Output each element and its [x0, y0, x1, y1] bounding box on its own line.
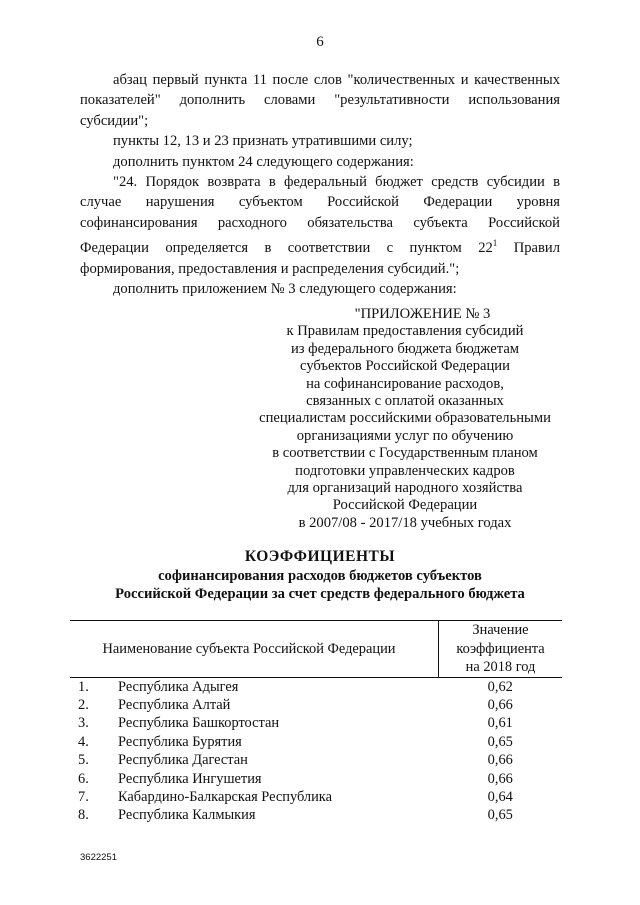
coefficients-table [70, 620, 562, 825]
appendix-line: на софинансирование расходов, [306, 375, 504, 392]
appendix-line: специалистам российскими образовательными [259, 410, 551, 427]
table-header-row [70, 621, 562, 678]
appendix-line: субъектов Российской Федерации [300, 358, 510, 375]
coefficient-value: 0,62 [487, 678, 513, 695]
table-row [70, 677, 562, 696]
appendix-line: для организаций народного хозяйства [287, 480, 523, 497]
coefficient-value: 0,65 [487, 807, 513, 824]
appendix-line: подготовки управленческих кадров [295, 462, 515, 479]
subject-name: Республика Калмыкия [118, 807, 256, 824]
page-number: 6 [316, 34, 324, 50]
header-subject-name: Наименование субъекта Российской Федерации [70, 621, 439, 678]
row-number: 4. [78, 733, 89, 750]
subject-name: Кабардино-Балкарская Республика [118, 788, 332, 805]
paragraph-item-24 [80, 172, 560, 279]
table-row [70, 714, 562, 732]
appendix-title: "ПРИЛОЖЕНИЕ № 3 [354, 306, 491, 322]
subject-name: Республика Алтай [118, 696, 231, 713]
heading-line: Российской Федерации за счет средств федерального бюджета [115, 586, 525, 602]
appendix-line: связанных с оплатой оказанных [306, 393, 504, 410]
table-row [70, 806, 562, 824]
amendment-text [80, 70, 560, 299]
subject-name: Республика Адыгея [118, 678, 239, 695]
row-number: 8. [78, 807, 89, 824]
row-number: 5. [78, 752, 89, 769]
paragraph-amend-11: абзац первый пункта 11 после слов "количественных и качественных показателей" дополнить словами "результативности использования субсидии"; [80, 72, 560, 129]
item-24-text-end: Правил формирования, предоставления и распределения субсидий."; [80, 240, 560, 277]
heading-title: КОЭФФИЦИЕНТЫ [244, 548, 396, 565]
coefficient-value: 0,66 [487, 696, 513, 713]
coefficient-value: 0,61 [487, 715, 513, 732]
appendix-line: из федерального бюджета бюджетам [290, 340, 520, 357]
table-row [70, 733, 562, 751]
item-24-text: "24. Порядок возврата в федеральный бюджет средств субсидии в случае нарушения субъектом Российской Федерации уровня софинансирования расходного обязательства субъекта Российской Федерации определяется в соответствии с пунктом 22 [80, 174, 560, 257]
coefficient-value: 0,64 [487, 788, 513, 805]
header-value-line: на 2018 год [465, 659, 536, 675]
subject-name: Республика Бурятия [118, 733, 242, 750]
coefficient-value: 0,66 [487, 752, 513, 769]
row-number: 3. [78, 715, 89, 732]
header-value-line: Значение [472, 622, 529, 638]
appendix-block [255, 306, 555, 532]
subject-name: Республика Ингушетия [118, 770, 262, 787]
paragraph-amend-12-13-23: пункты 12, 13 и 23 признать утратившими силу; [113, 133, 413, 150]
row-number: 6. [78, 770, 89, 787]
appendix-line: организациями услуг по обучению [296, 427, 514, 444]
appendix-line: Российской Федерации [332, 497, 478, 514]
coefficient-value: 0,65 [487, 733, 513, 750]
header-coefficient-value [439, 621, 563, 678]
table-row [70, 751, 562, 769]
appendix-line: к Правилам предоставления субсидий [286, 323, 524, 340]
heading-line: софинансирования расходов бюджетов субъектов [158, 567, 482, 584]
table-row [70, 788, 562, 806]
table-row [70, 770, 562, 788]
subject-name: Республика Дагестан [118, 752, 248, 769]
subject-name: Республика Башкортостан [118, 715, 280, 732]
paragraph-add-24: дополнить пунктом 24 следующего содержания: [113, 153, 414, 170]
coefficient-value: 0,66 [487, 770, 513, 787]
header-value-line: коэффициента [456, 640, 545, 657]
superscript-1: 1 [492, 238, 498, 249]
table-row [70, 696, 562, 714]
appendix-line: в соответствии с Государственным планом [272, 445, 538, 462]
row-number: 2. [78, 696, 89, 713]
row-number: 7. [78, 788, 89, 805]
appendix-line: в 2007/08 - 2017/18 учебных годах [298, 514, 512, 531]
document-code: 3622251 [80, 852, 117, 863]
paragraph-add-appendix: дополнить приложением № 3 следующего содержания: [113, 280, 457, 297]
row-number: 1. [78, 678, 89, 695]
coefficients-heading [80, 548, 560, 604]
